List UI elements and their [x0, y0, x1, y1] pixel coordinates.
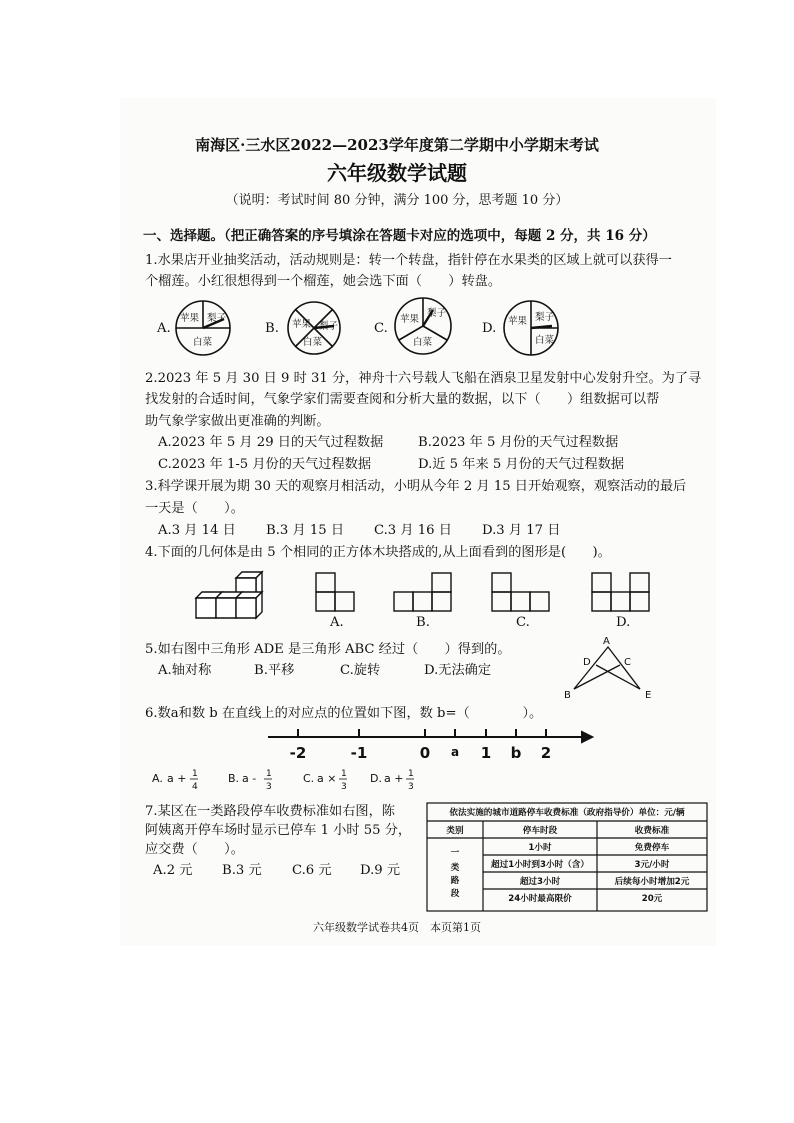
q6-tick-b: b [510, 744, 522, 762]
q2-line1: 2.2023 年 5 月 30 日 9 时 31 分，神舟十六号载人飞船在酒泉卫星发射中心发射升空。为了寻 [145, 371, 702, 386]
q6-option-a-den: 4 [192, 782, 198, 792]
q3-option-c: C.3 月 16 日 [374, 523, 452, 538]
spinner-a-pear: 梨子 [207, 313, 227, 324]
spinner-c-pear: 梨子 [427, 308, 447, 319]
fee-table-category-2: 类 [450, 863, 460, 873]
fee-row2-fee: 3元/小时 [634, 860, 670, 870]
q1-letter-d: D. [482, 321, 497, 336]
q6-option-b-expr: a - [242, 772, 257, 785]
fee-row1-period: 1小时 [528, 843, 552, 853]
q5-point-e: E [645, 690, 652, 701]
q6-option-a-letter: A. [152, 772, 163, 785]
q6-option-c-num: 1 [341, 769, 347, 779]
q6-option-b-letter: B. [228, 772, 240, 785]
q1-letter-b: B. [265, 321, 279, 336]
fee-row4-period: 24小时最高限价 [508, 894, 572, 904]
q6-tick-2: 2 [540, 744, 552, 762]
spinner-d-apple: 苹果 [508, 316, 528, 327]
q6-option-c-expr: a × [317, 772, 337, 785]
page-footer: 六年级数学试卷共4页 本页第1页 [313, 921, 481, 934]
fee-table-header-category: 类别 [446, 826, 464, 836]
q7-line1: 7.某区在一类路段停车收费标准如右图，陈 [145, 804, 395, 819]
q5-point-d: D [583, 657, 591, 668]
q4-line1: 4.下面的几何体是由 5 个相同的正方体木块搭成的,从上面看到的图形是( )。 [145, 545, 611, 560]
q1-letter-a: A. [157, 321, 171, 336]
spinner-d-pear: 梨子 [535, 312, 555, 323]
q7-line3: 应交费（ ）。 [145, 842, 244, 857]
q3-option-b: B.3 月 15 日 [266, 523, 345, 538]
q7-option-b: B.3 元 [222, 863, 262, 878]
q5-point-c: C [624, 657, 631, 668]
q5-option-b: B.平移 [254, 663, 295, 678]
q6-option-d-letter: D. [370, 772, 382, 785]
q1-line2: 个榴莲。小红很想得到一个榴莲，她会选下面（ ）转盘。 [145, 274, 502, 289]
q3-line2: 一天是（ ）。 [145, 501, 244, 516]
q6-option-d-num: 1 [408, 769, 414, 779]
q6-option-b-num: 1 [266, 769, 272, 779]
fee-row3-period: 超过3小时 [519, 877, 561, 887]
fee-table-category-1: 一 [450, 848, 460, 858]
q1-line1: 1.水果店开业抽奖活动，活动规则是：转一个转盘，指针停在水果类的区域上就可以获得一 [145, 253, 672, 268]
fee-row2-period: 超过1小时到3小时（含） [491, 860, 589, 870]
q7-option-d: D.9 元 [360, 863, 401, 878]
q6-option-a-expr: a + [167, 772, 187, 785]
q6-option-d-den: 3 [408, 782, 414, 792]
q5-point-a: A [603, 636, 610, 647]
fee-table-category-4: 段 [450, 889, 460, 899]
exam-subtitle: 六年级数学试题 [327, 161, 467, 185]
exam-note: （说明：考试时间 80 分钟，满分 100 分，思考题 10 分） [225, 193, 569, 208]
q6-tick-a: a [450, 745, 460, 759]
q2-option-c: C.2023 年 1-5 月份的天气过程数据 [158, 457, 372, 472]
fee-table-category-3: 路 [450, 876, 460, 886]
q2-option-d: D.近 5 年来 5 月份的天气过程数据 [418, 457, 625, 472]
q6-line1: 6.数a和数 b 在直线上的对应点的位置如下图，数 b=（ ）。 [145, 706, 543, 721]
fee-row4-fee: 20元 [641, 894, 663, 904]
q4-letter-a: A. [330, 615, 344, 630]
spinner-a-cabbage: 白菜 [193, 337, 213, 348]
spinner-a-apple: 苹果 [180, 313, 200, 324]
fee-table-header-fee: 收费标准 [634, 826, 670, 836]
q5-option-d: D.无法确定 [424, 663, 492, 678]
q4-letter-b: B. [416, 615, 430, 630]
fee-row1-fee: 免费停车 [634, 843, 670, 853]
spinner-b-pear: 梨子 [319, 321, 339, 332]
q4-letter-c: C. [516, 615, 530, 630]
q5-option-a: A.轴对称 [158, 663, 212, 678]
q3-line1: 3.科学课开展为期 30 天的观察月相活动，小明从今年 2 月 15 日开始观察，观察活动的最后 [145, 479, 687, 494]
q6-option-c-letter: C. [303, 772, 315, 785]
q5-point-b: B [564, 690, 571, 701]
exam-title: 南海区·三水区2022—2023学年度第二学期中小学期末考试 [195, 136, 599, 154]
q5-option-c: C.旋转 [340, 663, 381, 678]
q2-line3: 助气象学家做出更准确的判断。 [145, 414, 330, 429]
q6-option-d-expr: a + [384, 772, 404, 785]
q6-option-c-den: 3 [341, 782, 347, 792]
spinner-b-cabbage: 白菜 [303, 337, 323, 348]
q6-tick-0: 0 [419, 744, 431, 762]
q6-tick-neg1: -1 [350, 744, 368, 762]
q6-option-a-num: 1 [192, 769, 198, 779]
spinner-d-cabbage: 白菜 [535, 335, 555, 346]
q7-option-a: A.2 元 [153, 863, 193, 878]
q6-tick-neg2: -2 [289, 744, 307, 762]
q2-option-b: B.2023 年 5 月份的天气过程数据 [418, 435, 619, 450]
spinner-b-apple: 苹果 [292, 319, 312, 330]
spinner-c-cabbage: 白菜 [413, 337, 433, 348]
q1-letter-c: C. [374, 321, 388, 336]
q7-option-c: C.6 元 [292, 863, 332, 878]
q2-line2: 找发射的合适时间，气象学家们需要查阅和分析大量的数据，以下（ ）组数据可以帮 [145, 392, 660, 407]
q6-option-b-den: 3 [266, 782, 272, 792]
section-heading: 一、选择题。（把正确答案的序号填涂在答题卡对应的选项中，每题 2 分，共 16 分） [143, 228, 656, 244]
q3-option-a: A.3 月 14 日 [158, 523, 236, 538]
q5-line1: 5.如右图中三角形 ADE 是三角形 ABC 经过（ ）得到的。 [145, 642, 511, 657]
q2-option-a: A.2023 年 5 月 29 日的天气过程数据 [158, 435, 384, 450]
q6-tick-1: 1 [480, 744, 492, 762]
spinner-c-apple: 苹果 [400, 314, 420, 325]
q4-letter-d: D. [616, 615, 631, 630]
q3-option-d: D.3 月 17 日 [482, 523, 561, 538]
fee-table-header-period: 停车时段 [522, 826, 558, 836]
q7-line2: 阿姨离开停车场时显示已停车 1 小时 55 分， [145, 823, 412, 838]
fee-row3-fee: 后续每小时增加2元 [614, 877, 690, 887]
fee-table-caption: 依法实施的城市道路停车收费标准（政府指导价）单位：元/辆 [449, 808, 685, 818]
